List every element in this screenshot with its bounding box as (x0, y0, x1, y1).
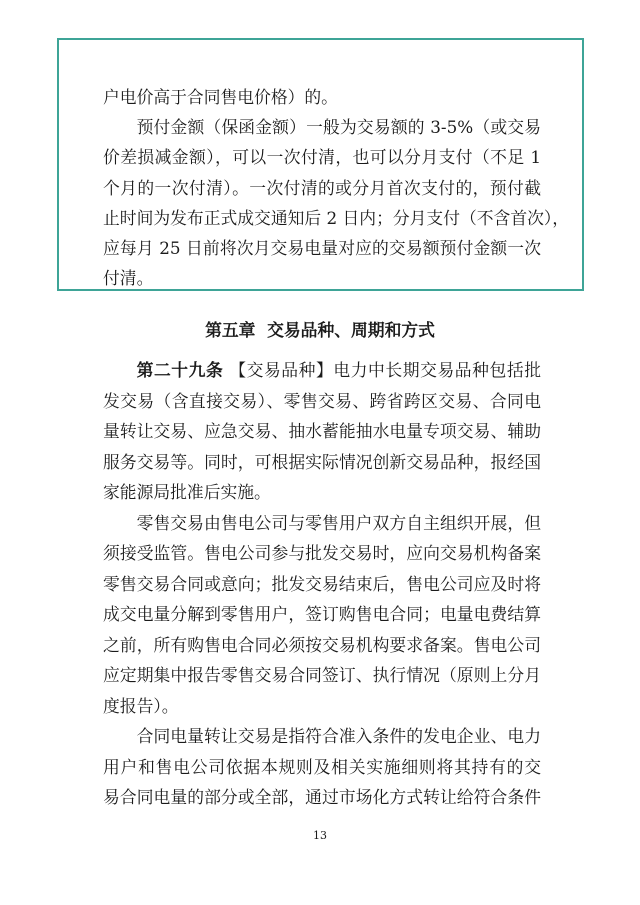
text-line: 须接受监管。售电公司参与批发交易时，应向交易机构备案 (103, 543, 541, 563)
text-line: 应定期集中报告零售交易合同签订、执行情况（原则上分月 (103, 665, 541, 685)
text-line: 度报告）。 (103, 695, 179, 716)
text-line: 服务交易等。同时，可根据实际情况创新交易品种，报经国 (103, 451, 541, 472)
text-line: 成交电量分解到零售用户，签订购售电合同；电量电费结算 (103, 604, 541, 624)
text-line: 预付金额（保函金额）一般为交易额的 3-5%（或交易 (136, 117, 541, 138)
text-line: 之前，所有购售电合同必须按交易机构要求备案。售电公司 (103, 634, 541, 655)
chapter-heading: 第五章 交易品种、周期和方式 (205, 320, 435, 340)
text-line: 量转让交易、应急交易、抽水蓄能抽水电量专项交易、辅助 (103, 421, 541, 441)
text-line: 用户和售电公司依据本规则及相关实施细则将其持有的交 (103, 756, 541, 777)
article-number: 第二十九条 (136, 360, 224, 380)
text-line: 止时间为发布正式成交通知后 2 日内；分月支付（不含首次）， (103, 207, 570, 228)
text-line: 零售交易合同或意向；批发交易结束后，售电公司应及时将 (103, 573, 541, 594)
page-number: 13 (313, 829, 327, 842)
text-line: 家能源局批准后实施。 (103, 482, 271, 502)
text-line: 个月的一次付清）。一次付清的或分月首次支付的，预付截 (103, 177, 541, 198)
text-line: 价差损减金额），可以一次付清，也可以分月支付（不足 1 (103, 147, 541, 168)
text-line: 户电价高于合同售电价格）的。 (103, 87, 338, 107)
text-line: 付清。 (103, 268, 154, 289)
text-segment: 【交易品种】电力中长期交易品种包括批 (223, 360, 541, 380)
text-line: 应每月 25 日前将次月交易电量对应的交易额预付金额一次 (103, 237, 541, 258)
article-29-first-line (103, 355, 541, 386)
text-line: 发交易（含直接交易）、零售交易、跨省跨区交易、合同电 (103, 390, 541, 411)
boxed-text (103, 82, 570, 293)
text-line: 零售交易由售电公司与零售用户双方自主组织开展，但 (136, 512, 541, 533)
text-line: 易合同电量的部分或全部，通过市场化方式转让给符合条件 (103, 787, 541, 807)
text-line: 合同电量转让交易是指符合准入条件的发电企业、电力 (136, 726, 541, 746)
body-text (103, 355, 541, 813)
